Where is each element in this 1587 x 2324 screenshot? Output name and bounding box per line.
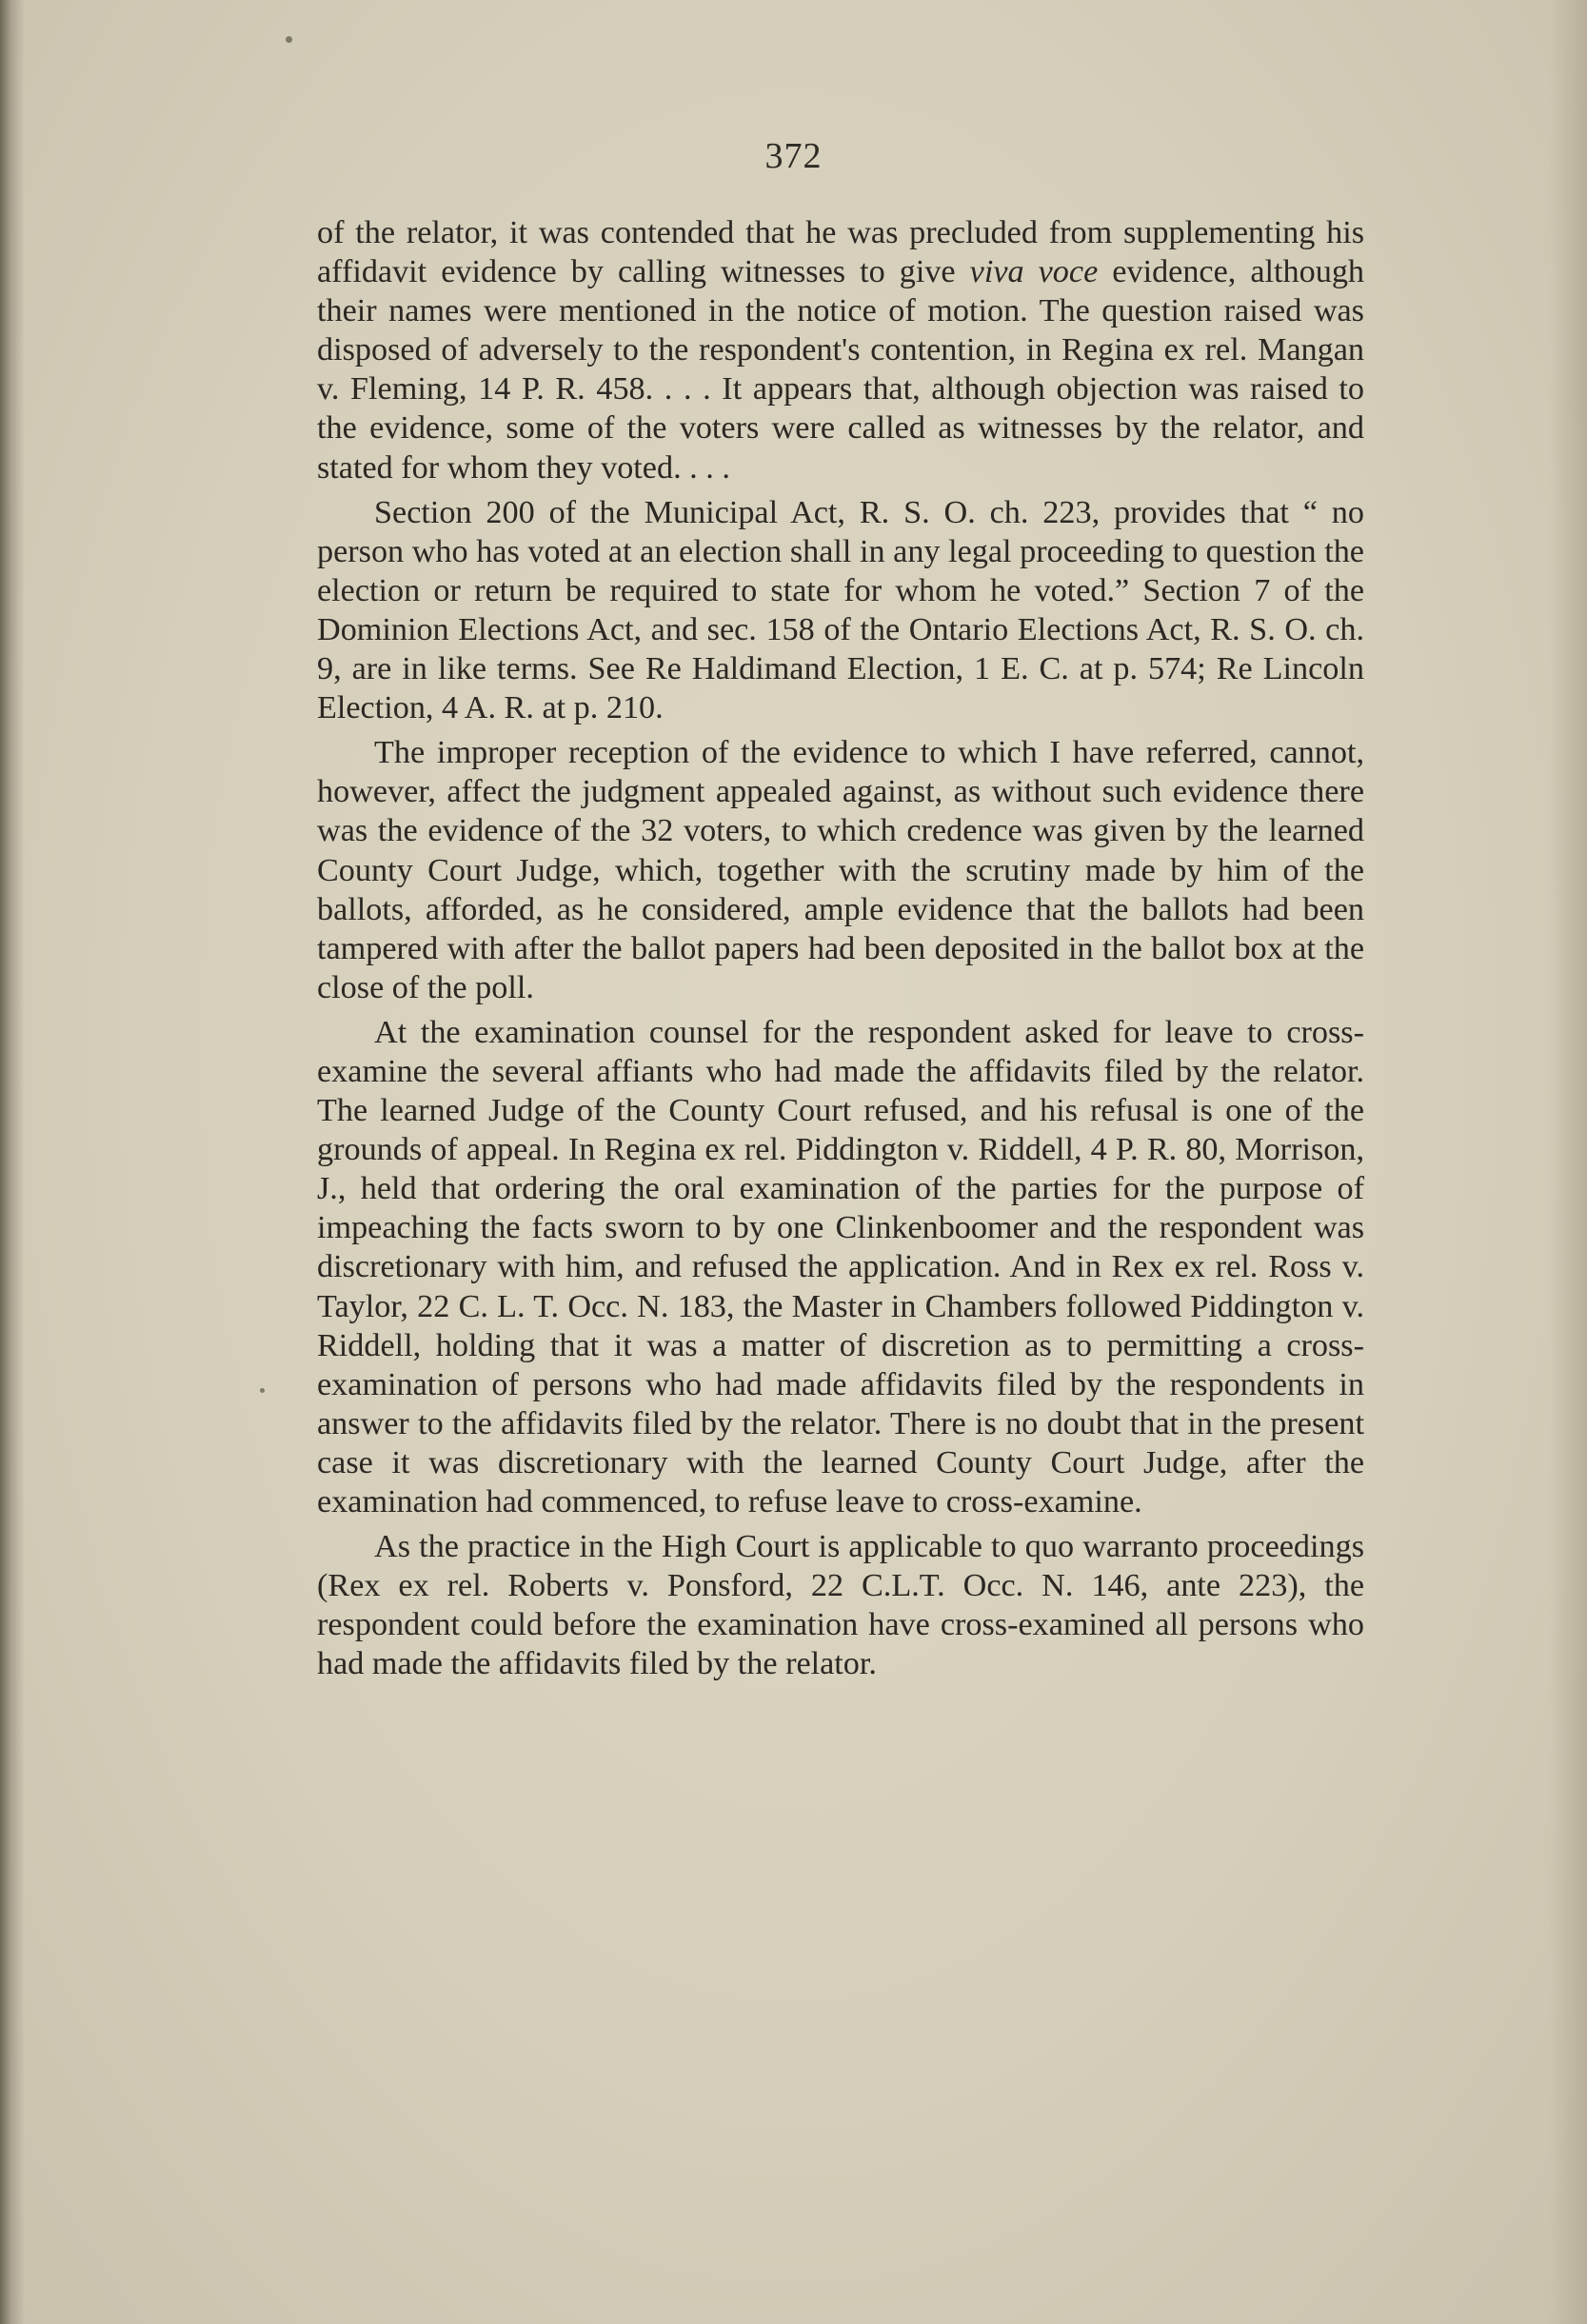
paragraph-1-segment-2-italic: viva voce (969, 254, 1099, 290)
paragraph-5-segment-1: As the practice in the High Court is applicable to quo warranto proceedings (Rex ex rel. Roberts v. Ponsford, 22 C.L.T. Occ. N. 146, ante 223), the respondent could before the examination have cross-examined all persons who had made the affidavits filed by the relator. (317, 1529, 1364, 1682)
paragraph-4-segment-1: At the examination counsel for the respondent asked for leave to cross-examine the several affiants who had made the affidavits filed by the relator. The learned Judge of the County Court refused, and his refusal is one of the grounds of appeal. In Regina ex rel. Piddington v. Riddell, 4 P. R. 80, Morrison, J., held that ordering the oral examination of the parties for the purpose of impeaching the facts sworn to by one Clinkenboomer and the respondent was discretionary with him, and refused the application. And in Rex ex rel. Ross v. Taylor, 22 C. L. T. Occ. N. 183, the Master in Chambers followed Piddington v. Riddell, holding that it was a matter of discretion as to permitting a cross-examination of persons who had made affidavits filed by the respondents in answer to the affidavits filed by the relator. There is no doubt that in the present case it was discretionary with the learned County Court Judge, after the examination had commenced, to refuse leave to cross-examine. (317, 1014, 1364, 1520)
paragraph-3-segment-1: The improper reception of the evidence to which I have referred, cannot, however, affect the judgment appealed against, as without such evidence there was the evidence of the 32 voters, to which credence was given by the learned County Court Judge, which, together with the scrutiny made by him of the ballots, afforded, as he considered, ample evidence that the ballots had been tampered with after the ballot papers had been deposited in the ballot box at the close of the poll. (317, 735, 1364, 1005)
body-text (317, 213, 1364, 1689)
paragraph-3 (317, 733, 1364, 1007)
paper-speck (260, 1388, 265, 1393)
paragraph-1-segment-3: evidence, although their names were mentioned in the notice of motion. The question raised was disposed of adversely to the respondent's contention, in Regina ex rel. Mangan v. Fleming, 14 P. R. 458. . . . It appears that, although objection was raised to the evidence, some of the voters were called as witnesses by the relator, and stated for whom they voted. . . . (317, 254, 1365, 486)
page-edge-shading (1549, 0, 1587, 2324)
page-number: 372 (764, 136, 823, 176)
paragraph-4 (317, 1013, 1364, 1521)
paragraph-2 (317, 493, 1364, 728)
paragraph-2-segment-1: Section 200 of the Municipal Act, R. S. O. ch. 223, provides that “ no person who has voted at an election shall in any legal proceeding to question the election or return be required to state for whom he voted.” Section 7 of the Dominion Elections Act, and sec. 158 of the Ontario Elections Act, R. S. O. ch. 9, are in like terms. See Re Haldimand Election, 1 E. C. at p. 574; Re Lincoln Election, 4 A. R. at p. 210. (317, 494, 1364, 726)
binding-gutter-shadow (0, 0, 25, 2324)
paragraph-1-segment-1: of the relator, it was contended that he was precluded from supplementing his affidavit evidence by calling witnesses to give (317, 215, 1364, 290)
paragraph-1 (317, 213, 1364, 487)
paper-speck (286, 36, 292, 43)
paragraph-5 (317, 1527, 1364, 1683)
